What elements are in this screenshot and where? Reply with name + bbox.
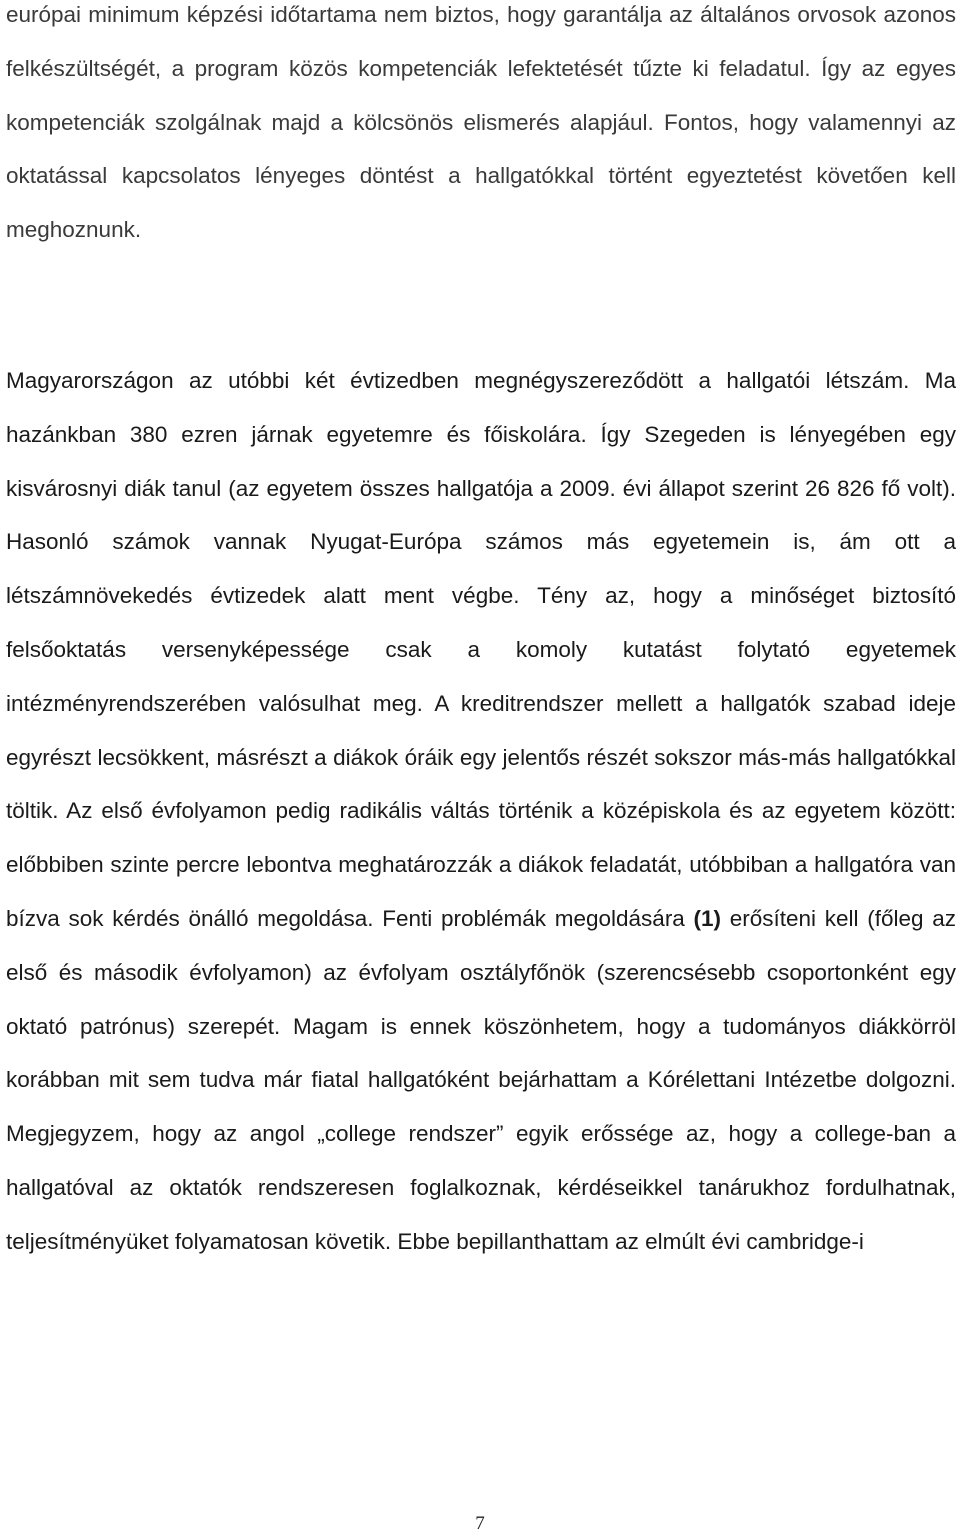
page-number: 7 [475, 1513, 485, 1534]
paragraph-2-text-start: Magyarországon az utóbbi két évtizedben megnégyszereződött a hallgatói létszám. Ma hazánkban 380 ezren járnak egyetemre és főiskolára. Így Szegeden is lényegében egy kisvárosnyi diák tanul (az egyetem összes hallgatója a 2009. évi állapot szerint 26 826 fő volt). Hasonló számok vannak Nyugat-Európa számos más egyetemein is, ám ott a létszámnövekedés évtizedek alatt ment végbe. Tény az, hogy a minőséget biztosító felsőoktatás versenyképessége csak a komoly kutatást folytató egyetemek intézményrendszerében valósulhat meg. A kreditrendszer mellett a hallgatók szabad ideje egyrészt lecsökkent, másrészt a diákok óráik egy jelentős részét sokszor más-más hallgatókkal töltik. Az első évfolyamon pedig radikális váltás történik a középiskola és az egyetem között: előbbiben szinte percre lebontva meghatározzák a diákok feladatát, utóbbiban a hallgatóra van bízva sok kérdés önálló megoldása. Fenti problémák megoldására [6, 368, 956, 931]
paragraph-2-text-end: erősíteni kell (főleg az első és második évfolyamon) az évfolyam osztályfőnök (szerencsésebb csoportonként egy oktató patrónus) szerepét. Magam is ennek köszönhetem, hogy a tudományos diákkörröl korábban mit sem tudva már fiatal hallgatóként bejárhattam a Kórélettani Intézetbe dolgozni. Megjegyzem, hogy az angol „college rendszer” egyik erőssége az, hogy a college-ban a hallgatóval az oktatók rendszeresen foglalkoznak, kérdéseikkel tanárukhoz fordulhatnak, teljesítményüket folyamatosan követik. Ebbe bepillanthattam az elmúlt évi cambridge-i [6, 905, 956, 1254]
paragraph-1: európai minimum képzési időtartama nem biztos, hogy garantálja az általános orvosok azonos felkészültségét, a program közös kompetenciák lefektetését tűzte ki feladatul. Így az egyes kompetenciák szolgálnak majd a kölcsönös elismerés alapjául. Fontos, hogy valamennyi az oktatással kapcsolatos lényeges döntést a hallgatókkal történt egyeztetést követően kell meghoznunk. [6, 2, 956, 243]
paragraph-2 [6, 354, 956, 1269]
reference-marker-bold: (1) [693, 905, 722, 931]
